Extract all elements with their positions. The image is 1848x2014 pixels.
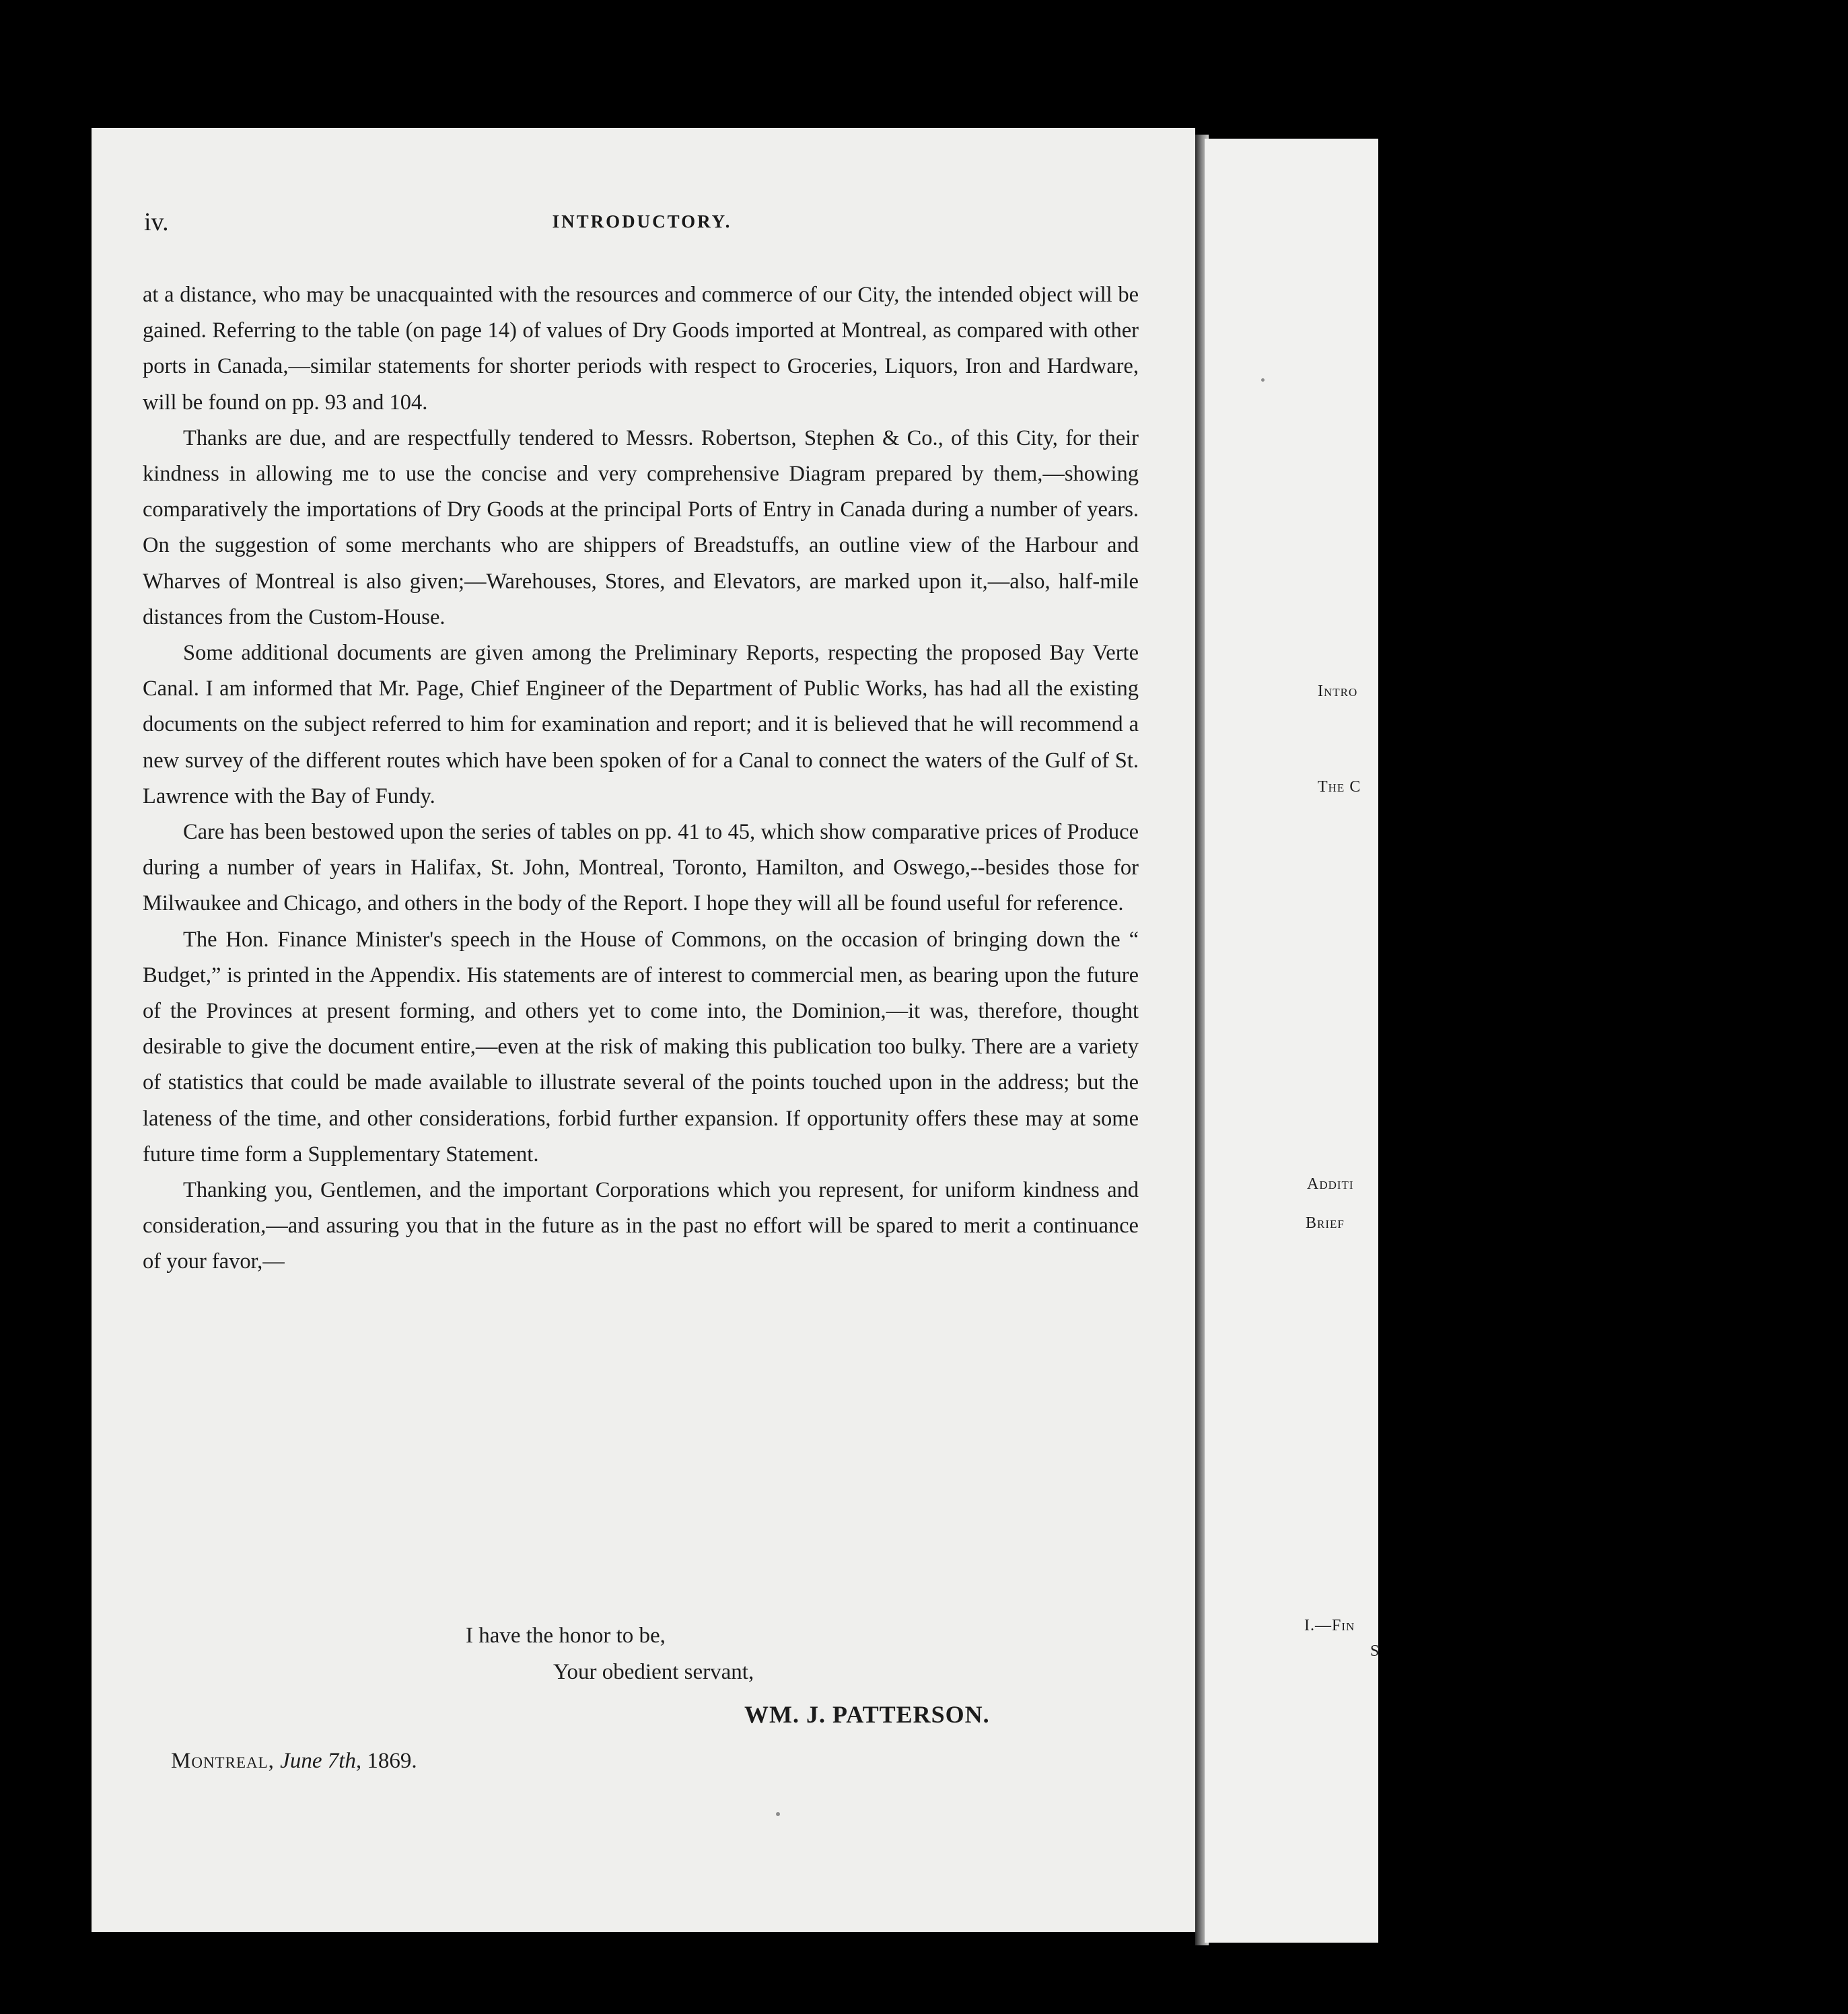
paper-speck (1261, 378, 1265, 382)
facing-page-fragment: The C (1318, 778, 1361, 796)
dateline (171, 1749, 1275, 1774)
facing-page-fragment: Brief (1306, 1214, 1345, 1232)
facing-page-fragment: I.—Fin (1304, 1617, 1355, 1634)
closing-line: I have the honor to be, (466, 1624, 666, 1648)
closing-line: Your obedient servant, (553, 1660, 754, 1684)
facing-page-fragment: Intro (1318, 683, 1358, 700)
paragraph: Some additional documents are given among the Preliminary Reports, respecting the proposed Bay Verte Canal. I am informed that Mr. Page, Chief Engineer of the Department of Public Works, has had all the existing documents on the subject referred to him for examination and report; and it is believed that he will recommend a new survey of the different routes which have been spoken of for a Canal to connect the waters of the Gulf of St. Lawrence with the Bay of Fundy. (143, 641, 1139, 808)
paragraph: Care has been bestowed upon the series of tables on pp. 41 to 45, which show comparative prices of Produce during a number of years in Halifax, St. John, Montreal, Toronto, Hamilton, and Oswego,--besides those for Milwaukee and Chicago, and others in the body of the Report. I hope they will all be found useful for reference. (143, 820, 1139, 916)
paper-speck (776, 1812, 780, 1816)
paragraph: at a distance, who may be unacquainted with the resources and commerce of our City, the intended object will be gained. Referring to the table (on page 14) of values of Dry Goods imported at Montreal, as compared with other ports in Canada,—similar statements for shorter periods with respect to Groceries, Liquors, Iron and Hardware, will be found on pp. 93 and 104. (143, 283, 1139, 415)
facing-page-fragment: Additi (1307, 1175, 1354, 1193)
running-title: INTRODUCTORY. (552, 211, 732, 232)
document-page (92, 128, 1195, 1932)
paragraph: Thanking you, Gentlemen, and the important Corporations which you represent, for uniform kindness and consideration,—and assuring you that in the future as in the past no effort will be spared to merit a continuance of your favor,— (143, 1178, 1139, 1274)
dateline-date: June 7th, (280, 1749, 362, 1773)
facing-page-fragment: S (1370, 1642, 1380, 1660)
dateline-place: Montreal, (171, 1749, 275, 1773)
body-text (143, 277, 1139, 1280)
page-number: iv. (144, 208, 169, 236)
dateline-year: 1869. (367, 1749, 417, 1773)
page-header (144, 207, 1140, 241)
paragraph: Thanks are due, and are respectfully tendered to Messrs. Robertson, Stephen & Co., of this City, for their kindness in allowing me to use the concise and very comprehensive Diagram prepared by them,—showing comparatively the importations of Dry Goods at the principal Ports of Entry in Canada during a number of years. On the suggestion of some merchants who are shippers of Breadstuffs, an outline view of the Harbour and Wharves of Montreal is also given;—Warehouses, Stores, and Elevators, are marked upon it,—also, half-mile distances from the Custom-House. (143, 425, 1139, 629)
signature: WM. J. PATTERSON. (744, 1701, 990, 1728)
paragraph: The Hon. Finance Minister's speech in the House of Commons, on the occasion of bringing down the “ Budget,” is printed in the Appendix. His statements are of interest to commercial men, as bearing upon the future of the Provinces at present forming, and others yet to come into, the Dominion,—it was, therefore, thought desirable to give the document entire,—even at the risk of making this publication too bulky. There are a variety of statistics that could be made available to illustrate several of the points touched upon in the address; but the lateness of the time, and other considerations, forbid further expansion. If opportunity offers these may at some future time form a Supplementary Statement. (143, 927, 1139, 1167)
